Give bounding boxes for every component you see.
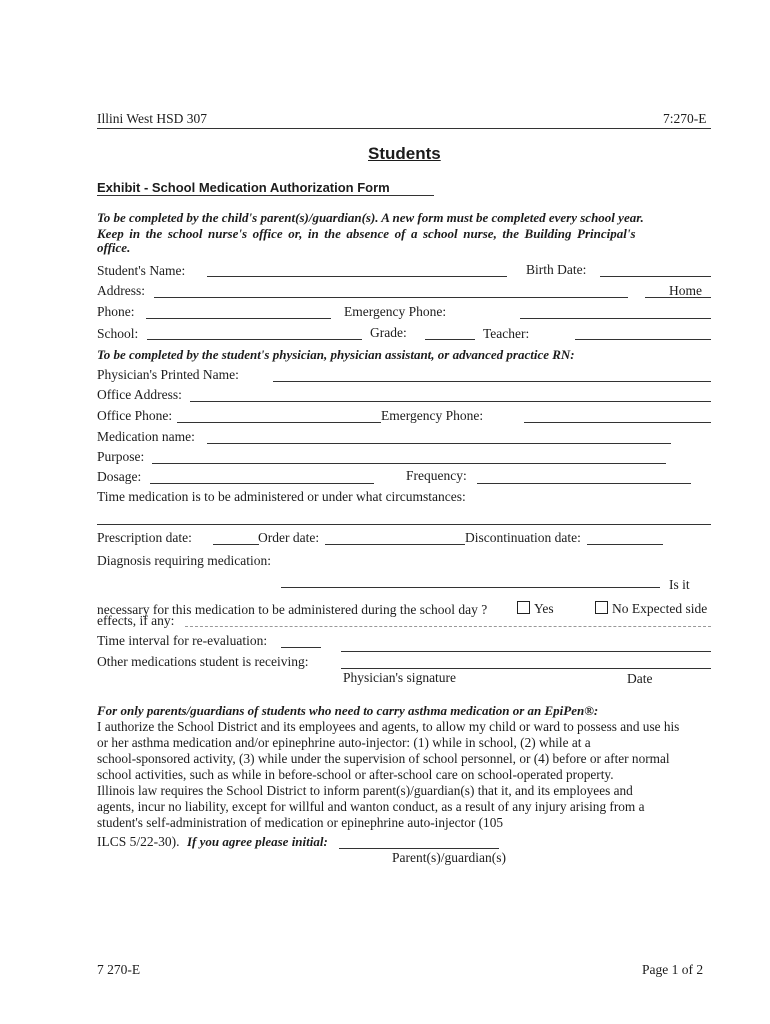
school-label: School: [97,326,139,341]
asthma-line-3: school-sponsored activity, (3) while under the supervision of school personnel, or (4) before or after normal [97,751,670,766]
student-name-label: Student's Name: [97,263,186,278]
side-effects-field[interactable] [185,626,711,627]
yes-label: Yes [534,601,554,616]
medication-name-field[interactable] [207,443,671,444]
frequency-label: Frequency: [406,468,467,483]
prescription-date-label: Prescription date: [97,530,192,545]
dosage-field[interactable] [150,483,374,484]
footer-code: 7 270-E [97,962,141,977]
asthma-line-5: Illinois law requires the School District to inform parent(s)/guardian(s) that it, and its employees and [97,783,633,798]
purpose-field[interactable] [152,463,666,464]
office-address-label: Office Address: [97,387,182,402]
policy-code: 7:270-E [663,111,707,126]
asthma-line-1: I authorize the School District and its employees and agents, to allow my child or ward to possess and use his [97,719,680,734]
grade-field[interactable] [425,339,475,340]
home-field[interactable] [645,297,711,298]
home-label: Home [669,283,702,298]
time-interval-label: Time interval for re-evaluation: [97,633,268,648]
exhibit-title-underline [97,195,434,196]
asthma-paragraph [97,719,709,831]
district-name: Illini West HSD 307 [97,111,208,126]
instruction-line-3: office. [97,240,131,255]
time-admin-field[interactable] [97,524,711,525]
physician-printed-name-label: Physician's Printed Name: [97,367,239,382]
is-it-text: Is it [669,577,690,592]
time-interval-field[interactable] [281,647,321,648]
no-checkbox[interactable] [595,601,608,614]
address-field[interactable] [154,297,628,298]
prescription-date-field[interactable] [213,544,259,545]
asthma-line-2: or her asthma medication and/or epinephrine auto-injector: (1) while in school, (2) while at a [97,735,591,750]
diagnosis-field[interactable] [281,587,660,588]
instruction-line-2: Keep in the school nurse's office or, in the absence of a school nurse, the Building Principal's [97,226,636,241]
teacher-field[interactable] [575,339,711,340]
signature-date-label: Date [627,671,653,686]
asthma-heading: For only parents/guardians of students who need to carry asthma medication or an EpiPen®: [97,703,599,718]
asthma-line-4: school activities, such as while in before-school or after-school care on school-operated property. [97,767,614,782]
time-admin-label: Time medication is to be administered or under what circumstances: [97,489,466,504]
discontinuation-date-label: Discontinuation date: [465,530,581,545]
office-address-field[interactable] [190,401,711,402]
physician-emergency-phone-label: Emergency Phone: [381,408,484,423]
discontinuation-date-field[interactable] [587,544,663,545]
phone-field[interactable] [146,318,331,319]
teacher-label: Teacher: [483,326,530,341]
no-label: No Expected side [612,601,708,616]
office-phone-field[interactable] [177,422,381,423]
physician-signature-label: Physician's signature [343,670,457,685]
side-effects-label: effects, if any: [97,613,175,628]
other-meds-label: Other medications student is receiving: [97,654,309,669]
asthma-line-6: agents, incur no liability, except for willful and wanton conduct, as a result of any injury arising from a [97,799,645,814]
header-rule [97,128,711,129]
diagnosis-label: Diagnosis requiring medication: [97,553,271,568]
emergency-phone-label: Emergency Phone: [344,304,447,319]
dosage-label: Dosage: [97,469,142,484]
yes-checkbox[interactable] [517,601,530,614]
grade-label: Grade: [370,325,407,340]
phone-label: Phone: [97,304,135,319]
yes-option[interactable] [513,601,554,617]
school-field[interactable] [147,339,362,340]
page-title: Students [368,144,441,163]
other-meds-field[interactable] [341,651,711,652]
ilcs-reference: ILCS 5/22-30). [97,834,180,849]
student-name-field[interactable] [207,276,507,277]
birth-date-field[interactable] [600,276,711,277]
physician-heading: To be completed by the student's physician, physician assistant, or advanced practice RN: [97,347,575,362]
emergency-phone-field[interactable] [520,318,711,319]
physician-emergency-phone-field[interactable] [524,422,711,423]
page-number: Page 1 of 2 [642,962,704,977]
no-option[interactable] [591,601,707,617]
necessary-question: necessary for this medication to be administered during the school day ? [97,602,488,617]
order-date-field[interactable] [325,544,465,545]
instruction-line-1: To be completed by the child's parent(s)/guardian(s). A new form must be completed every school year. [97,210,644,225]
physician-printed-name-field[interactable] [273,381,711,382]
frequency-field[interactable] [477,483,691,484]
initial-field[interactable] [339,848,499,849]
physician-signature-line[interactable] [341,668,711,669]
birth-date-label: Birth Date: [526,262,587,277]
address-label: Address: [97,283,145,298]
exhibit-title: Exhibit - School Medication Authorization Form [97,180,390,195]
medication-name-label: Medication name: [97,429,195,444]
asthma-line-7: student's self-administration of medication or epinephrine auto-injector (105 [97,815,503,830]
office-phone-label: Office Phone: [97,408,173,423]
order-date-label: Order date: [258,530,320,545]
initial-prompt: If you agree please initial: [187,834,328,849]
parent-guardian-label: Parent(s)/guardian(s) [392,850,506,865]
purpose-label: Purpose: [97,449,145,464]
